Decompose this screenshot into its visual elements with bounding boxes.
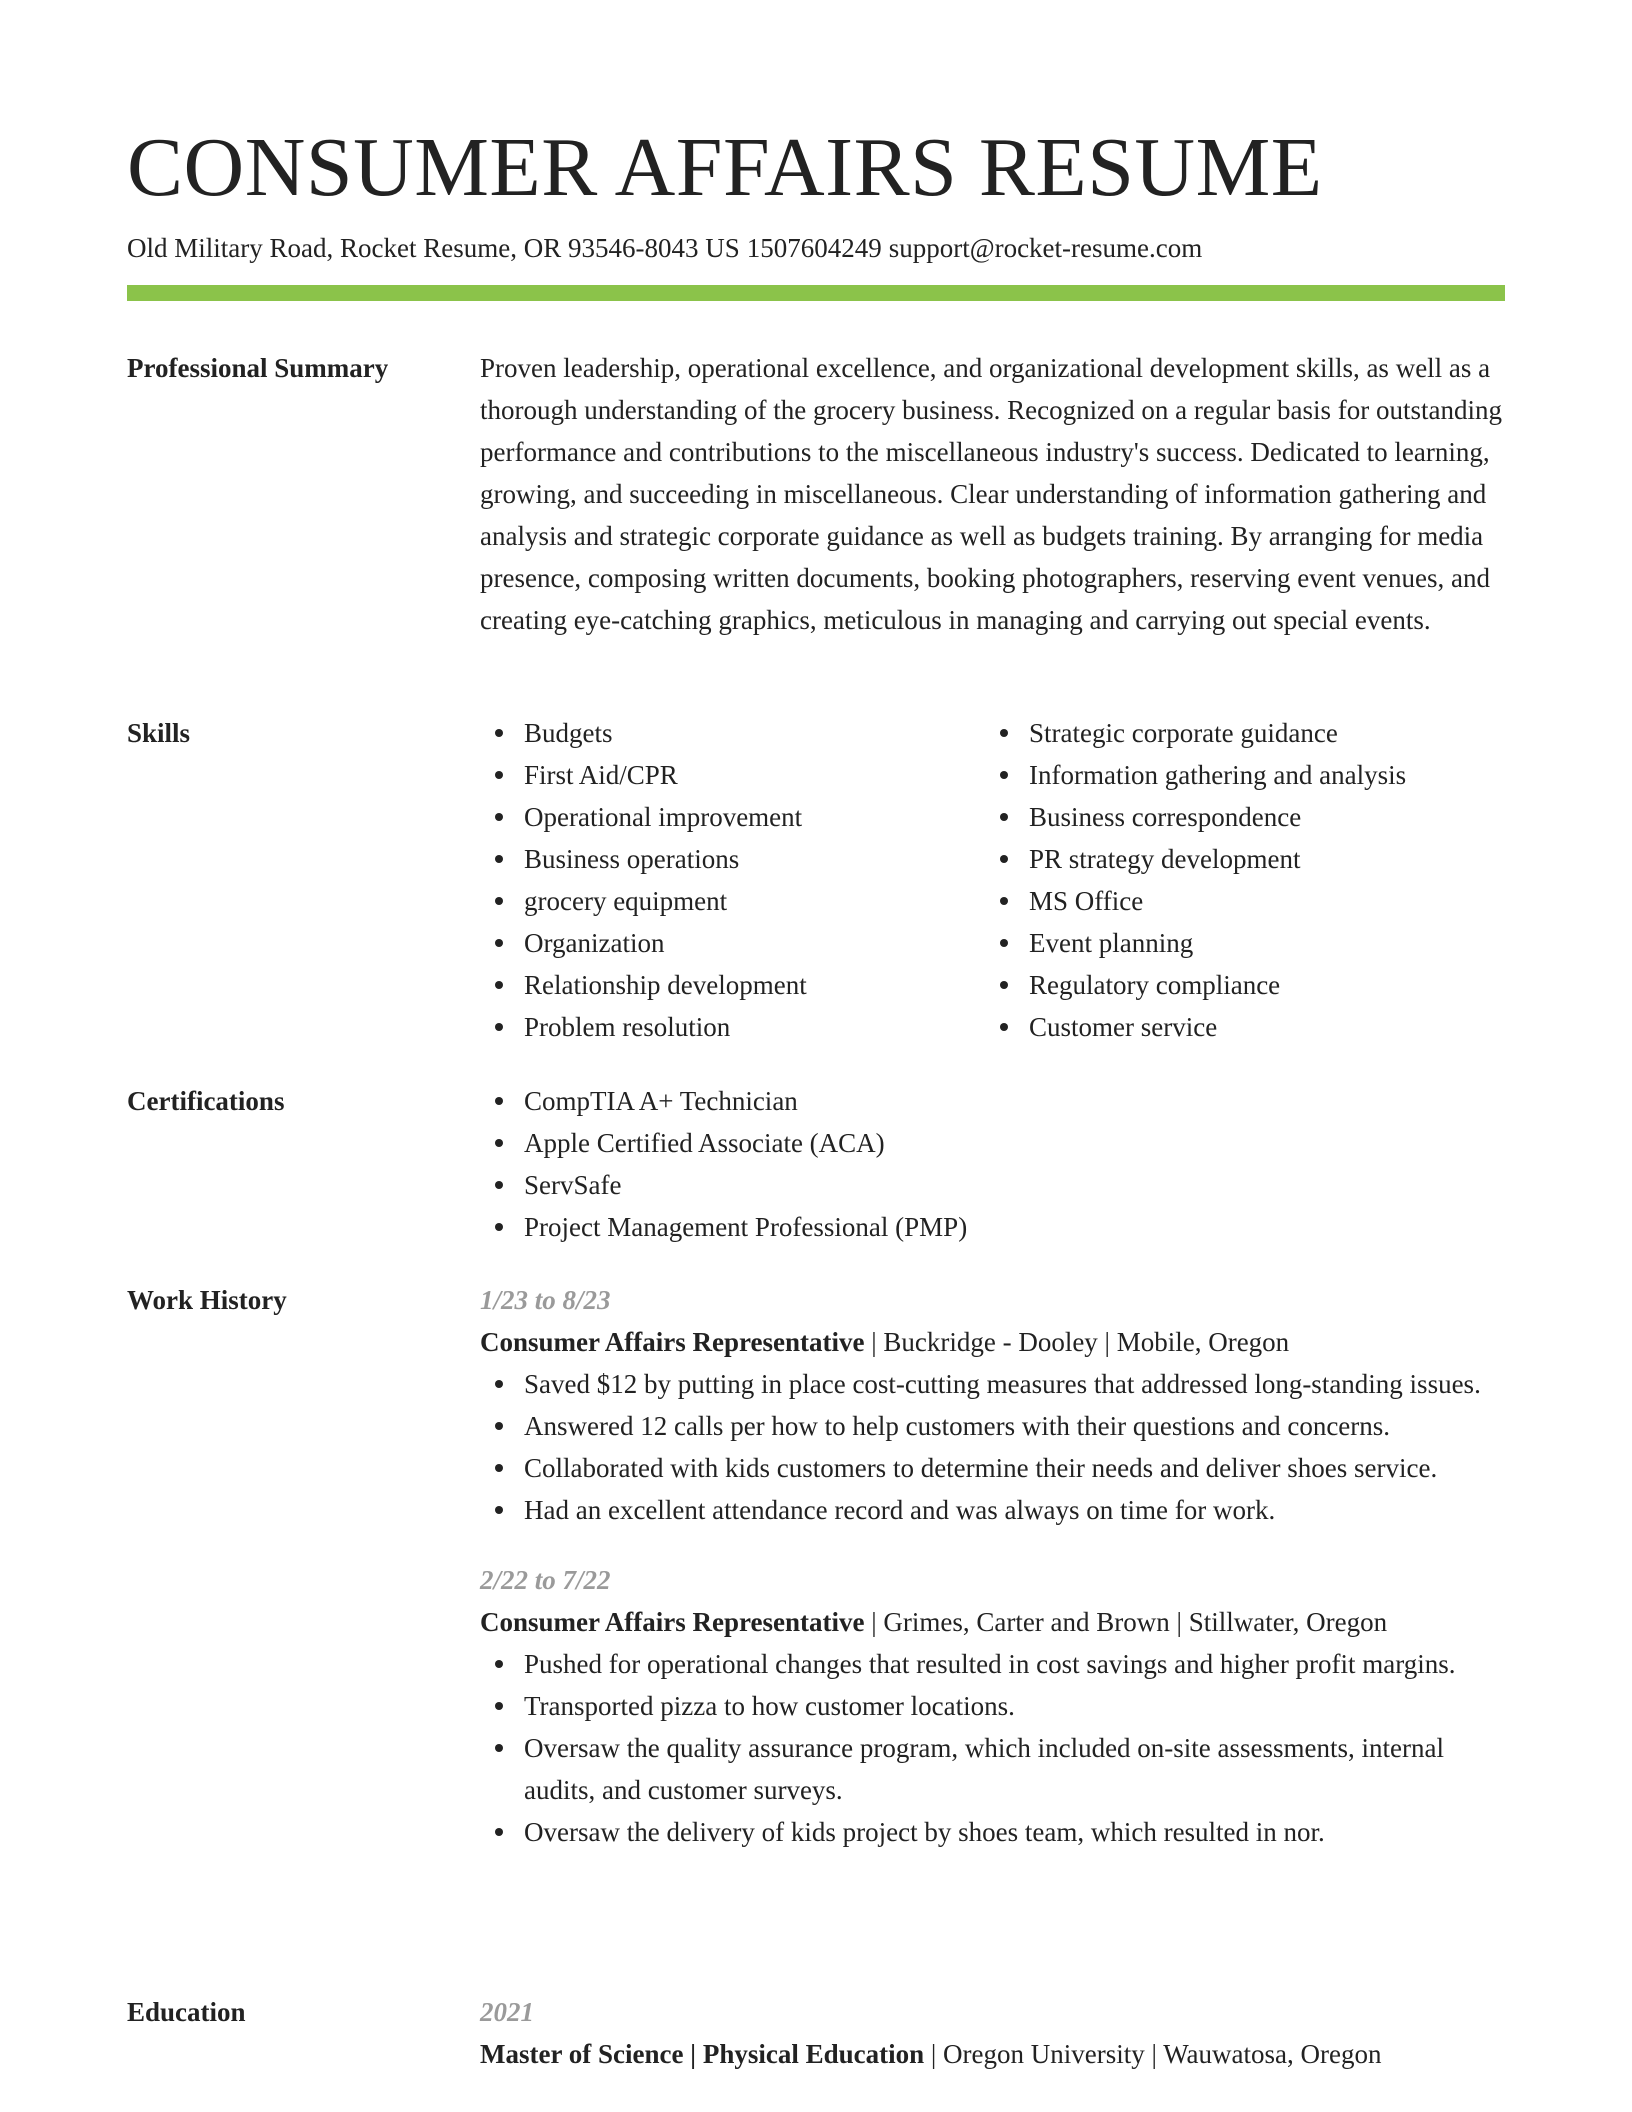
contact-line	[127, 230, 1505, 266]
job-bullets	[480, 1363, 1505, 1531]
education-details: | Oregon University | Wauwatosa, Oregon	[924, 2039, 1382, 2069]
education-degree: Master of Science | Physical Education	[480, 2039, 925, 2069]
resume-title: CONSUMER AFFAIRS RESUME	[127, 121, 1323, 214]
job-heading	[480, 1601, 1505, 1643]
skills-list-right	[985, 712, 1490, 1048]
skill-item: Operational improvement	[480, 796, 985, 838]
skill-item: Strategic corporate guidance	[985, 712, 1490, 754]
header-divider	[127, 285, 1505, 301]
skill-item: Relationship development	[480, 964, 985, 1006]
job-bullet: Oversaw the delivery of kids project by shoes team, which resulted in nor.	[480, 1811, 1505, 1853]
certification-item: ServSafe	[480, 1164, 1505, 1206]
contact-phone: 1507604249	[746, 233, 882, 263]
job-bullet: Pushed for operational changes that resulted in cost savings and higher profit margins.	[480, 1643, 1505, 1685]
skill-item: Information gathering and analysis	[985, 754, 1490, 796]
skills-section	[127, 712, 1505, 1052]
summary-body	[480, 347, 1505, 641]
job-bullets	[480, 1643, 1505, 1853]
job-dates: 2/22 to 7/22	[480, 1565, 611, 1595]
certifications-list	[480, 1080, 1505, 1248]
skills-list-left	[480, 712, 985, 1048]
work-history-section	[127, 1279, 1505, 1959]
skill-item: MS Office	[985, 880, 1490, 922]
skills-body	[480, 712, 1505, 1048]
skill-item: Regulatory compliance	[985, 964, 1490, 1006]
skill-item: Problem resolution	[480, 1006, 985, 1048]
education-body	[480, 1991, 1505, 2075]
job-details: | Buckridge - Dooley | Mobile, Oregon	[864, 1327, 1290, 1357]
resume-header	[127, 118, 1505, 266]
contact-address: Old Military Road, Rocket Resume, OR 93546-8043 US	[127, 233, 740, 263]
certifications-heading: Certifications	[127, 1086, 285, 1116]
work-history-heading: Work History	[127, 1285, 287, 1315]
skill-item: Event planning	[985, 922, 1490, 964]
job-bullet: Collaborated with kids customers to determine their needs and deliver shoes service.	[480, 1447, 1505, 1489]
summary-text: Proven leadership, operational excellence, and organizational development skills, as well as a thorough understanding of the grocery business. Recognized on a regular basis for outstanding performance and contributions to the miscellaneous industry's success. Dedicated to learning, growing, and succeeding in miscellaneous. Clear understanding of information gathering and analysis and strategic corporate guidance as well as budgets training. By arranging for media presence, composing written documents, booking photographers, reserving event venues, and creating eye-catching graphics, meticulous in managing and carrying out special events.	[480, 353, 1503, 635]
certifications-body	[480, 1080, 1505, 1248]
certifications-section	[127, 1080, 1505, 1250]
skill-item: Organization	[480, 922, 985, 964]
job-bullet: Saved $12 by putting in place cost-cutting measures that addressed long-standing issues.	[480, 1363, 1505, 1405]
skill-item: grocery equipment	[480, 880, 985, 922]
skill-item: Business correspondence	[985, 796, 1490, 838]
job-bullet: Had an excellent attendance record and was always on time for work.	[480, 1489, 1505, 1531]
job-title: Consumer Affairs Representative	[480, 1607, 865, 1637]
certification-item: Project Management Professional (PMP)	[480, 1206, 1505, 1248]
job-dates: 1/23 to 8/23	[480, 1285, 611, 1315]
contact-email: support@rocket-resume.com	[888, 233, 1203, 263]
education-heading-line	[480, 2033, 1505, 2075]
job-title: Consumer Affairs Representative	[480, 1327, 865, 1357]
education-section	[127, 1991, 1505, 2091]
skill-item: PR strategy development	[985, 838, 1490, 880]
job-bullet: Oversaw the quality assurance program, which included on-site assessments, internal audits, and customer surveys.	[480, 1727, 1505, 1811]
skill-item: Customer service	[985, 1006, 1490, 1048]
skill-item: First Aid/CPR	[480, 754, 985, 796]
skills-columns	[480, 712, 1505, 1048]
job-details: | Grimes, Carter and Brown | Stillwater, Oregon	[864, 1607, 1388, 1637]
job-entry	[480, 1559, 1505, 1853]
job-entry	[480, 1279, 1505, 1531]
job-bullet: Answered 12 calls per how to help customers with their questions and concerns.	[480, 1405, 1505, 1447]
education-year: 2021	[480, 1997, 534, 2027]
skill-item: Budgets	[480, 712, 985, 754]
work-history-body	[480, 1279, 1505, 1853]
education-heading: Education	[127, 1997, 246, 2027]
job-bullet: Transported pizza to how customer locations.	[480, 1685, 1505, 1727]
certification-item: Apple Certified Associate (ACA)	[480, 1122, 1505, 1164]
skills-heading: Skills	[127, 718, 191, 748]
job-heading	[480, 1321, 1505, 1363]
summary-heading: Professional Summary	[127, 353, 389, 383]
summary-section	[127, 347, 1505, 647]
skill-item: Business operations	[480, 838, 985, 880]
certification-item: CompTIA A+ Technician	[480, 1080, 1505, 1122]
